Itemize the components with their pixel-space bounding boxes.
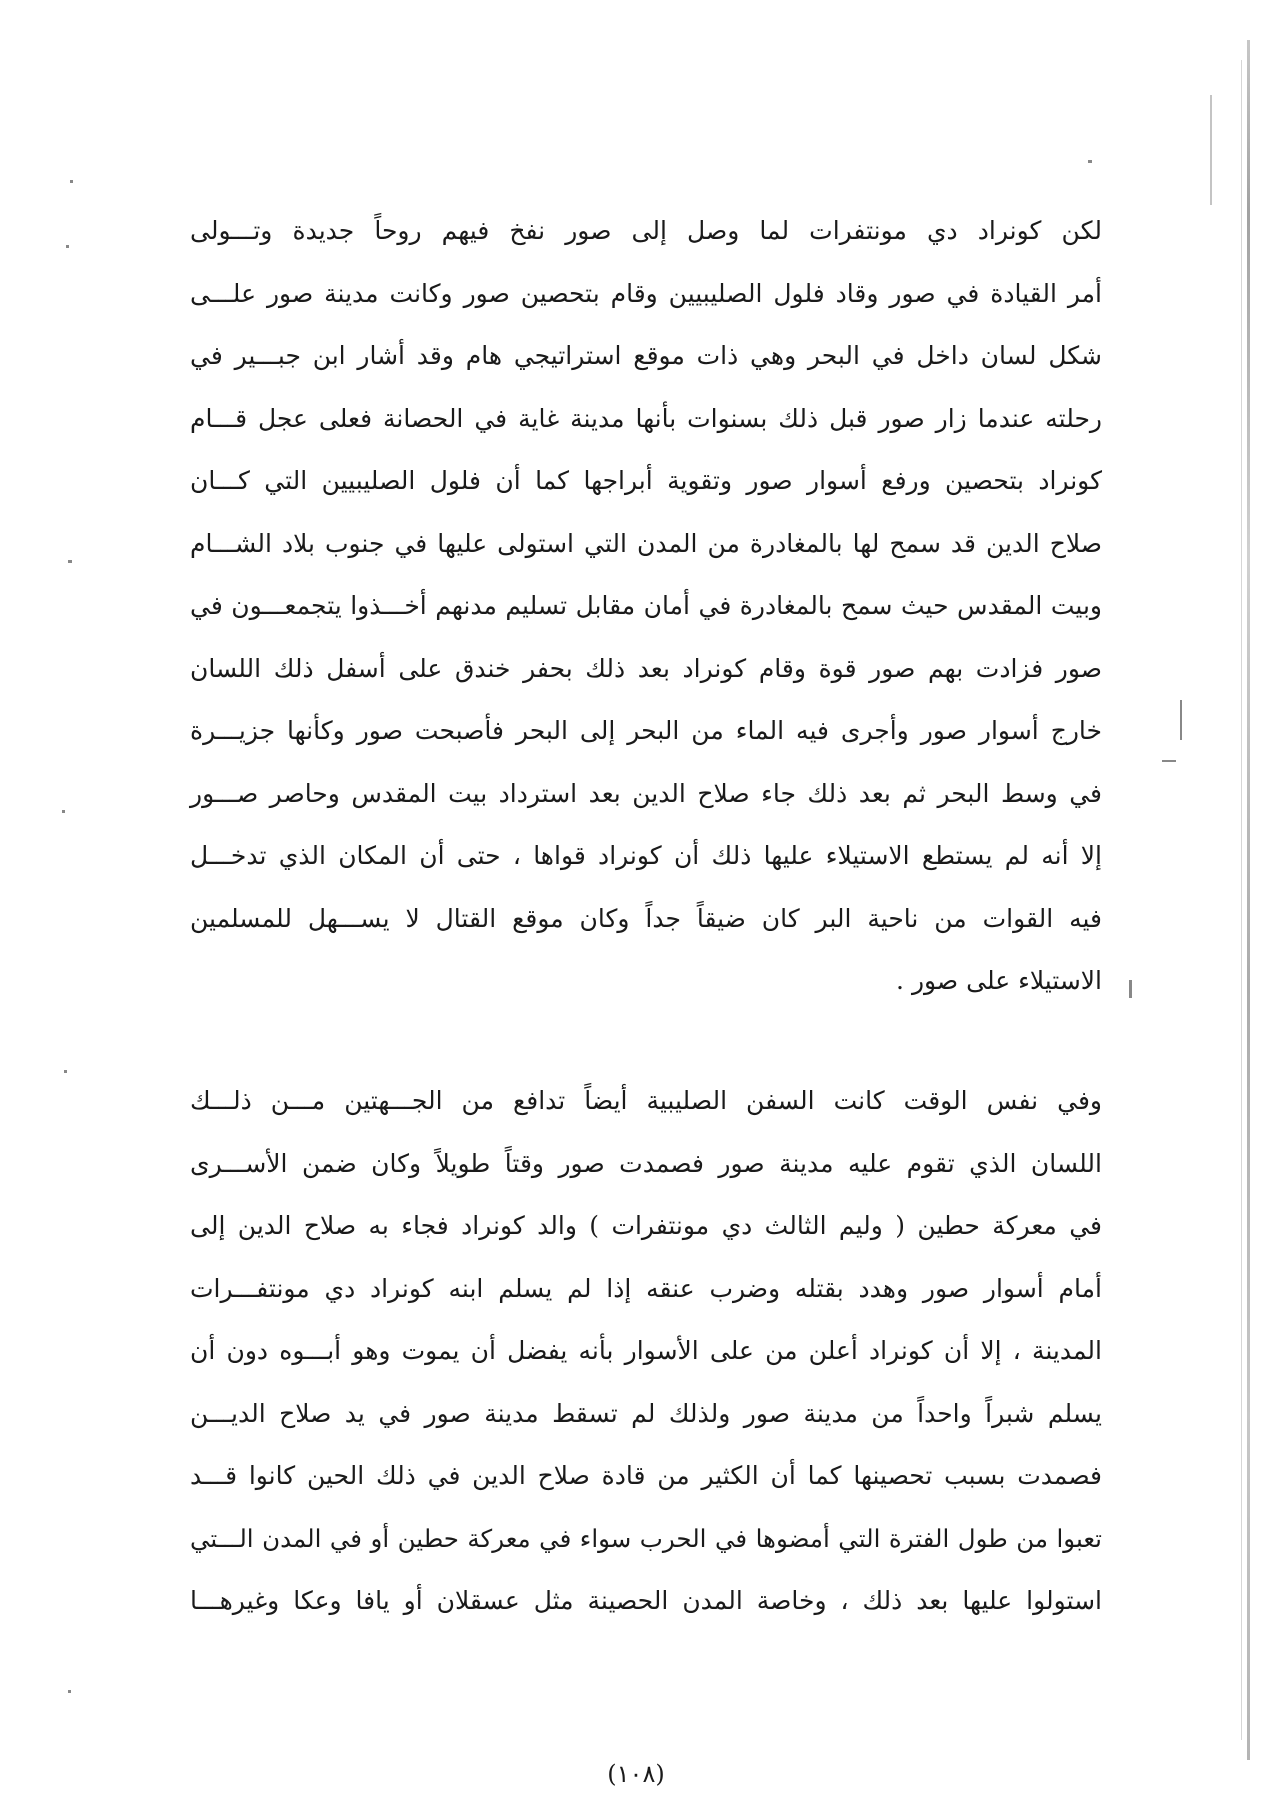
text-line: فصمدت بسبب تحصينها كما أن الكثير من قادة صلاح الدين في ذلك الحين كانوا قـــد	[190, 1461, 1102, 1490]
scan-speck	[1162, 760, 1176, 762]
scan-speck	[62, 810, 65, 813]
text-line: شكل لسان داخل في البحر وهي ذات موقع استراتيجي هام وقد أشار ابن جبـــير في	[190, 341, 1102, 370]
scan-speck	[66, 245, 69, 248]
scan-speck	[68, 1690, 71, 1693]
scan-speck	[64, 1070, 67, 1073]
scan-speck	[1210, 95, 1212, 205]
text-line: اللسان الذي تقوم عليه مدينة صور فصمدت صور وقتاً طويلاً وكان ضمن الأســـرى	[190, 1148, 1102, 1178]
scan-binding-edge	[1247, 40, 1250, 1760]
scan-speck	[1180, 700, 1182, 740]
scan-speck	[70, 180, 73, 183]
text-line: الاستيلاء على صور .	[896, 966, 1102, 995]
text-line: صلاح الدين قد سمح لها بالمغادرة من المدن التي استولى عليها في جنوب بلاد الشـــام	[190, 528, 1102, 558]
page-number: (١٠٨)	[607, 1760, 665, 1788]
scan-binding-line	[1241, 60, 1242, 1740]
text-line: فيه القوات من ناحية البر كان ضيقاً جداً وكان موقع القتال لا يســـهل للمسلمين	[190, 903, 1102, 933]
scan-speck	[68, 560, 72, 563]
text-line: في معركة حطين ( وليم الثالث دي مونتفرات ) والد كونراد فجاء به صلاح الدين إلى	[190, 1211, 1102, 1240]
text-line: في وسط البحر ثم بعد ذلك جاء صلاح الدين بعد استرداد بيت المقدس وحاصر صـــور	[190, 778, 1102, 808]
text-line: إلا أنه لم يستطع الاستيلاء عليها ذلك أن كونراد قواها ، حتى أن المكان الذي تدخـــل	[190, 841, 1102, 870]
text-line: كونراد بتحصين ورفع أسوار صور وتقوية أبراجها كما أن فلول الصليبيين التي كـــان	[190, 466, 1102, 495]
text-line: لكن كونراد دي مونتفرات لما وصل إلى صور نفخ فيهم روحاً جديدة وتـــولى	[190, 216, 1102, 245]
text-line: تعبوا من طول الفترة التي أمضوها في الحرب سواء في معركة حطين أو في المدن الـــتي	[190, 1523, 1102, 1553]
text-line: أمام أسوار صور وهدد بقتله وضرب عنقه إذا لم يسلم ابنه كونراد دي مونتفـــرات	[190, 1273, 1102, 1303]
paragraph-1	[190, 200, 1102, 1013]
text-line: استولوا عليها بعد ذلك ، وخاصة المدن الحصينة مثل عسقلان أو يافا وعكا وغيرهـــا	[190, 1586, 1102, 1615]
text-line: وفي نفس الوقت كانت السفن الصليبية أيضاً تدافع من الجـــهتين مـــن ذلـــك	[190, 1086, 1102, 1115]
text-line: يسلم شبراً واحداً من مدينة صور ولذلك لم تسقط مدينة صور في يد صلاح الديـــن	[190, 1398, 1102, 1428]
text-line: صور فزادت بهم صور قوة وقام كونراد بعد ذلك بحفر خندق على أسفل ذلك اللسان	[190, 653, 1102, 683]
text-line: رحلته عندما زار صور قبل ذلك بسنوات بأنها مدينة غاية في الحصانة فعلى عجل قـــام	[190, 403, 1102, 433]
text-line: خارج أسوار صور وأجرى فيه الماء من البحر إلى البحر فأصبحت صور وكأنها جزيـــرة	[190, 716, 1102, 745]
scan-speck	[1129, 980, 1132, 998]
text-line: المدينة ، إلا أن كونراد أعلن من على الأسوار بأنه يفضل أن يموت وهو أبـــوه دون أن	[190, 1336, 1102, 1365]
paragraph-2	[190, 1070, 1102, 1633]
scan-speck	[1088, 160, 1092, 163]
text-line: أمر القيادة في صور وقاد فلول الصليبيين وقام بتحصين صور وكانت مدينة صور علـــى	[190, 278, 1102, 308]
text-line: وبيت المقدس حيث سمح بالمغادرة في أمان مقابل تسليم مدنهم أخـــذوا يتجمعـــون في	[190, 591, 1102, 620]
